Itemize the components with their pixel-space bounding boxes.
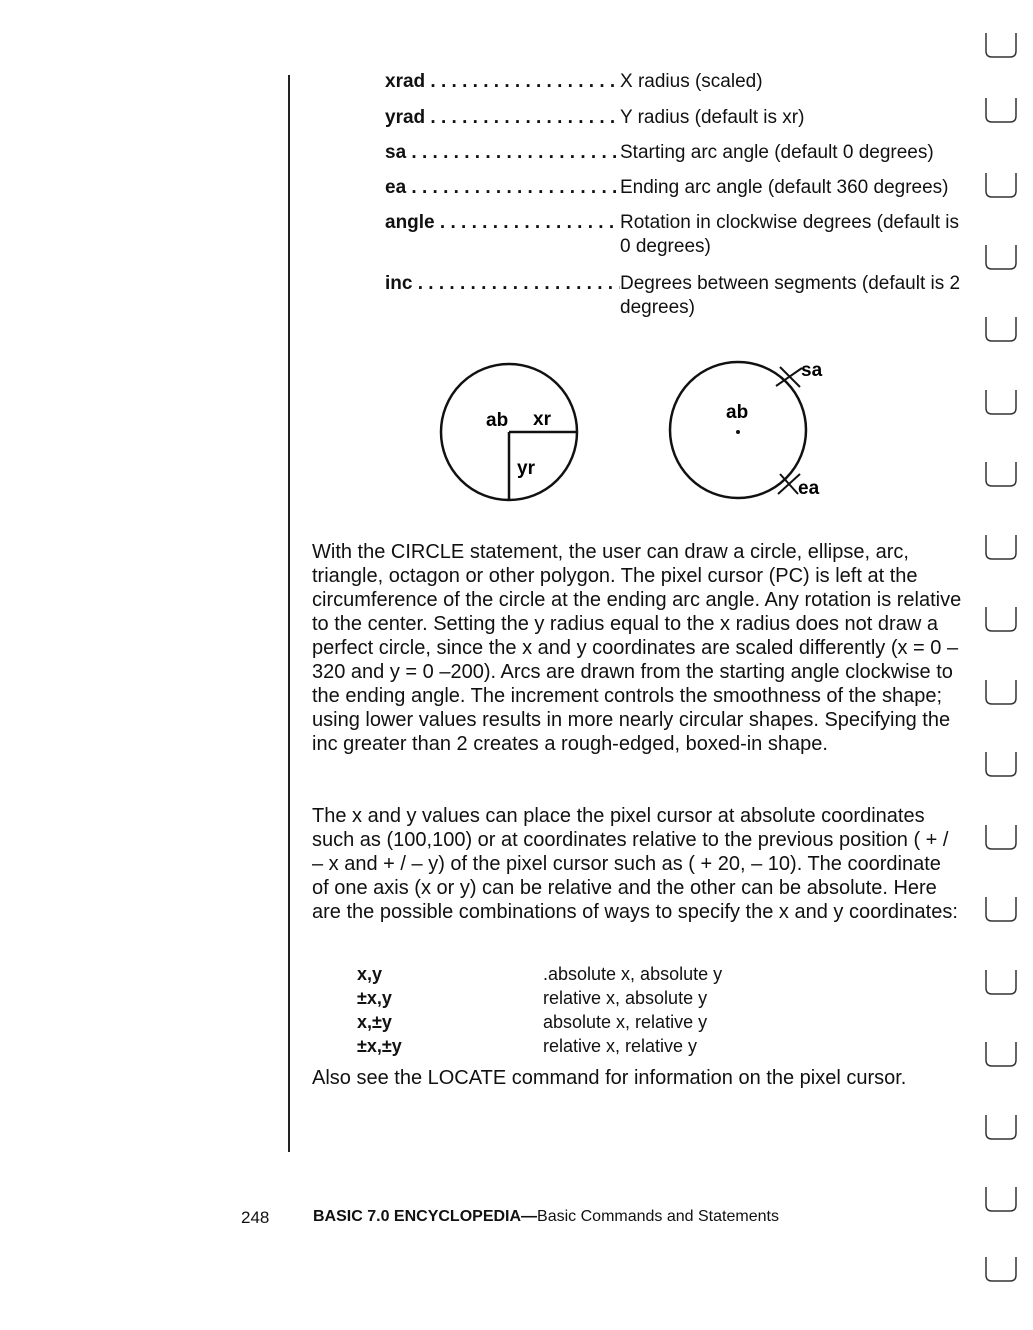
combo-form: x,y (357, 964, 383, 984)
binder-hole (986, 1187, 1016, 1211)
binder-holes (986, 33, 1016, 1281)
binder-hole (986, 1115, 1016, 1139)
param-name: ea . . . (385, 176, 620, 200)
center-label: ab (486, 410, 509, 431)
binder-hole (986, 98, 1016, 122)
right-circle-diagram (670, 360, 823, 499)
binder-hole (986, 825, 1016, 849)
y-radius-label: yr (517, 458, 535, 479)
binder-edge (980, 25, 1025, 1295)
combo-desc: absolute x, relative y (543, 1012, 708, 1032)
end-angle-label: ea (798, 478, 820, 499)
param-desc: Degrees between segments (default is 2 degrees) (620, 273, 961, 318)
param-name: yrad . . . (385, 106, 620, 130)
running-footer (313, 1208, 779, 1226)
binder-hole (986, 1257, 1016, 1281)
paragraph-coordinates: The x and y values can place the pixel cursor at absolute coordinates such as (100,100) or at coordinates relative to the previous position ( + / – x and + / – y) of the pixel cursor such as ( + 20, – 10). The coordinate of one axis (x or y) can be relative and the other can be absolute. Here are the possible combinations of ways to specify the x and y coordinates: (312, 805, 958, 923)
param-desc: Ending arc angle (default 360 degrees) (620, 177, 949, 198)
center-label: ab (726, 402, 749, 423)
combo-form: ±x,y (357, 988, 392, 1008)
binder-hole (986, 245, 1016, 269)
left-circle-diagram (441, 364, 577, 500)
binder-hole (986, 680, 1016, 704)
combo-form: x,±y (357, 1012, 392, 1032)
start-angle-label: sa (801, 360, 823, 381)
footer-title-rest: Basic Commands and Statements (537, 1208, 779, 1225)
combo-desc: .absolute x, absolute y (543, 964, 723, 984)
param-name: xrad . . . (385, 70, 620, 94)
param-name: inc . . . (385, 272, 620, 296)
param-desc: Starting arc angle (default 0 degrees) (620, 142, 934, 163)
x-radius-label: xr (533, 409, 551, 430)
param-desc: Rotation in clockwise degrees (default is 0 degrees) (620, 212, 960, 257)
binder-hole (986, 390, 1016, 414)
circle-diagrams (0, 0, 1033, 530)
combo-desc: relative x, absolute y (543, 988, 708, 1008)
combo-form: ±x,±y (357, 1036, 402, 1056)
binder-hole (986, 897, 1016, 921)
binder-hole (986, 317, 1016, 341)
binder-hole (986, 970, 1016, 994)
binder-hole (986, 33, 1016, 57)
binder-hole (986, 173, 1016, 197)
param-desc: Y radius (default is xr) (620, 107, 805, 128)
paragraph-locate: Also see the LOCATE command for information on the pixel cursor. (312, 1067, 907, 1089)
param-name: sa . . . (385, 141, 620, 165)
param-desc: X radius (scaled) (620, 71, 763, 92)
binder-hole (986, 752, 1016, 776)
binder-hole (986, 1042, 1016, 1066)
binder-hole (986, 462, 1016, 486)
center-dot (736, 430, 740, 434)
combo-desc: relative x, relative y (543, 1036, 698, 1056)
footer-title-bold: BASIC 7.0 ENCYCLOPEDIA— (313, 1208, 538, 1225)
binder-hole (986, 535, 1016, 559)
paragraph-circle-statement: With the CIRCLE statement, the user can draw a circle, ellipse, arc, triangle, octagon or other polygon. The pixel cursor (PC) is left at the circumference of the circle at the ending arc angle. Any rotation is relative to the center. Setting the y radius equal to the x radius does not draw a perfect circle, since the x and y coordinates are scaled differently (x = 0 –320 and y = 0 –200). Arcs are drawn from the starting angle clockwise to the ending angle. The increment controls the smoothness of the shape; using lower values results in more nearly circular shapes. Specifying the inc greater than 2 creates a rough-edged, boxed-in shape. (312, 541, 962, 755)
param-name: angle . . . (385, 211, 620, 235)
page-number: 248 (241, 1208, 270, 1227)
binder-hole (986, 607, 1016, 631)
